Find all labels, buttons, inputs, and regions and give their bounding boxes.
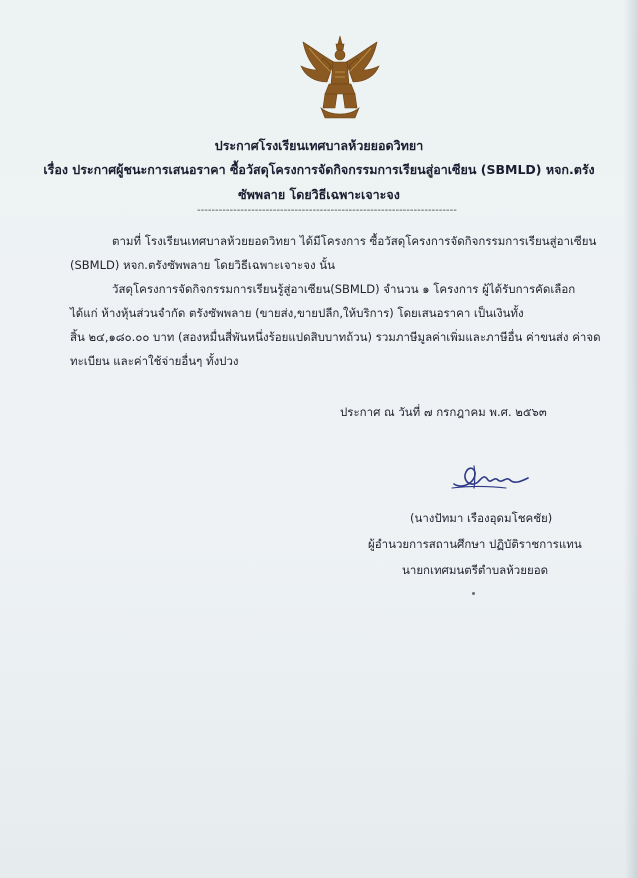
announcement-subject-line2: ซัพพลาย โดยวิธีเฉพาะเจาะจง bbox=[238, 187, 400, 202]
paragraph2-line2: ได้แก่ ห้างหุ้นส่วนจำกัด ตรังซัพพลาย (ขายส่ง,ขายปลีก,ให้บริการ) โดยเสนอราคา เป็นเงินทั้ง bbox=[70, 306, 524, 320]
ink-speck bbox=[472, 592, 475, 595]
signatory-position-line2: นายกเทศมนตรีตำบลห้วยยอด bbox=[402, 563, 549, 577]
garuda-emblem-icon bbox=[295, 32, 385, 122]
announcement-title: ประกาศโรงเรียนเทศบาลห้วยยอดวิทยา bbox=[214, 138, 424, 153]
signatory-name: (นางปัทมา เรืองอุดมโชคชัย) bbox=[410, 511, 553, 525]
announcement-date: ประกาศ ณ วันที่ ๗ กรกฎาคม พ.ศ. ๒๕๖๓ bbox=[340, 405, 547, 419]
separator-line: ------------------------------------------------------------------------ bbox=[197, 205, 457, 216]
paragraph2-line3: สิ้น ๒๔,๑๘๐.๐๐ บาท (สองหมื่นสี่พันหนึ่งร้อยแปดสิบบาทถ้วน) รวมภาษีมูลค่าเพิ่มและภาษีอื่น ค่าขนส่ง ค่าจด bbox=[70, 330, 601, 344]
page-edge-shadow bbox=[624, 0, 638, 878]
paragraph1-line1: ตามที่ โรงเรียนเทศบาลห้วยยอดวิทยา ได้มีโครงการ ซื้อวัสดุโครงการจัดกิจกรรมการเรียนสู่อาเซียน bbox=[112, 234, 597, 248]
paragraph2-line4: ทะเบียน และค่าใช้จ่ายอื่นๆ ทั้งปวง bbox=[70, 354, 239, 368]
paragraph1-line2: (SBMLD) หจก.ตรังซัพพลาย โดยวิธีเฉพาะเจาะจง นั้น bbox=[70, 258, 335, 272]
announcement-subject-line1: เรื่อง ประกาศผู้ชนะการเสนอราคา ซื้อวัสดุโครงการจัดกิจกรรมการเรียนสู่อาเซียน (SBMLD) หจก.ตรัง bbox=[43, 162, 595, 177]
handwritten-signature bbox=[448, 458, 534, 494]
signatory-position-line1: ผู้อำนวยการสถานศึกษา ปฏิบัติราชการแทน bbox=[368, 537, 582, 551]
paragraph2-line1: วัสดุโครงการจัดกิจกรรมการเรียนรู้สู่อาเซียน(SBMLD) จำนวน ๑ โครงการ ผู้ได้รับการคัดเลือก bbox=[112, 282, 576, 296]
